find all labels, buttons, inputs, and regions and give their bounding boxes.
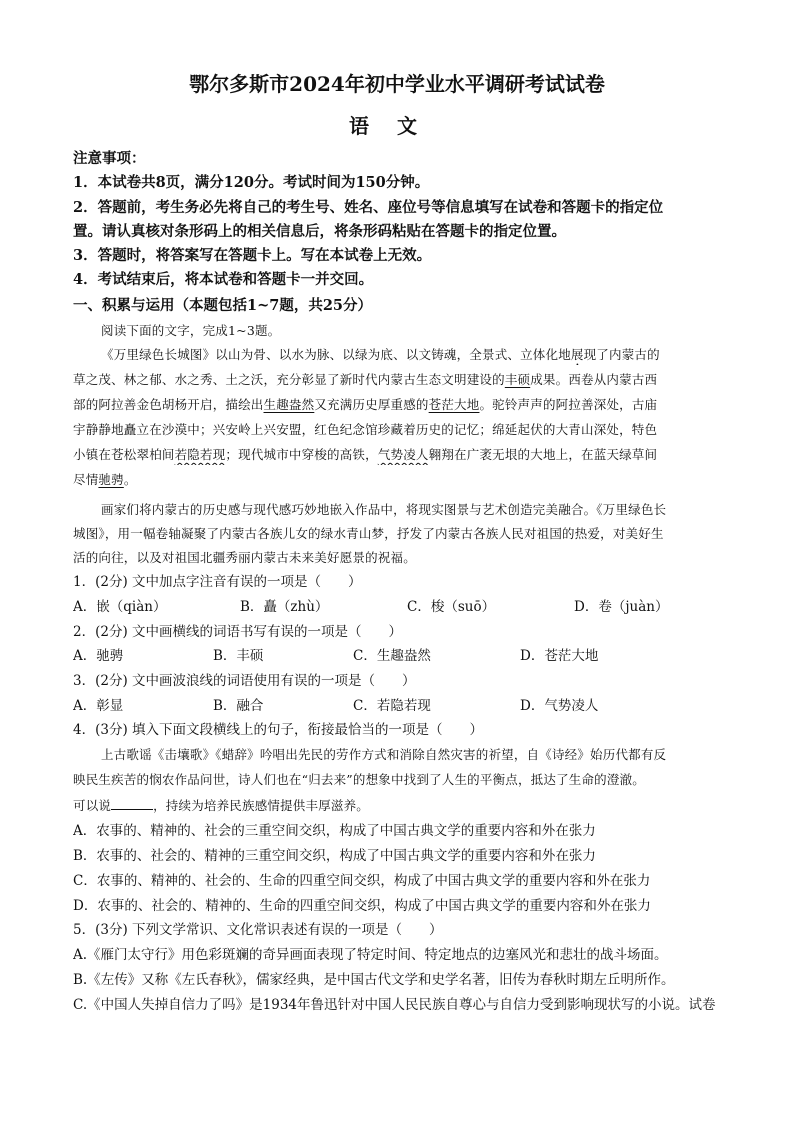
option-a[interactable]: A．农事的、精神的、社会的三重空间交织，构成了中国古典文学的重要内容和外在张力 <box>73 823 596 839</box>
dotted-char: 展 <box>570 347 584 362</box>
underlined-word: 驰骋 <box>98 472 124 487</box>
option-c[interactable]: C．生趣盎然 <box>353 648 431 664</box>
option-a[interactable]: A．彰显 <box>73 698 124 714</box>
passage-line: 小镇在苍松翠柏间若隐若现；现代城市中穿梭的高铁，气势凌人翱翔在广袤无垠的大地上，在蓝天绿草间 <box>73 447 658 462</box>
option-c[interactable]: C．梭（suō） <box>407 599 496 615</box>
option-d[interactable]: D．苍茫大地 <box>520 648 599 664</box>
fill-blank[interactable] <box>111 795 153 810</box>
underlined-word: 苍茫大地 <box>428 397 480 412</box>
passage-line: 草之茂、林之郁、水之秀、土之沃，充分彰显了新时代内蒙古生态文明建设的丰硕成果。西卷从内蒙古西 <box>73 372 658 387</box>
option-row <box>73 696 753 716</box>
option-a[interactable]: A．嵌（qiàn） <box>73 599 167 615</box>
reading-intro: 阅读下面的文字，完成1~3题。 <box>101 323 281 338</box>
option-b[interactable]: B.《左传》又称《左氏春秋》，儒家经典，是中国古代文学和史学名著，旧传为春秋时期左丘明所作。 <box>73 972 675 988</box>
exam-title: 鄂尔多斯市2024年初中学业水平调研考试试卷 <box>189 72 605 96</box>
option-b[interactable]: B．丰硕 <box>213 648 264 664</box>
passage-line: 可以说 ，持续为培养民族感情提供丰厚滋养。 <box>73 795 753 815</box>
option-a[interactable]: A．驰骋 <box>73 648 124 664</box>
option-d[interactable]: D．卷（juàn） <box>574 599 669 615</box>
subject-title: 语文 <box>349 114 445 138</box>
section-heading: 一、积累与运用（本题包括1~7题，共25分） <box>73 297 373 314</box>
passage-line: 画家们将内蒙古的历史感与现代感巧妙地嵌入作品中，将现实图景与艺术创造完美融合。《万里绿色长 <box>101 502 667 517</box>
notice-heading: 注意事项： <box>73 150 146 167</box>
passage-line: 尽情驰骋。 <box>73 472 137 487</box>
question-stem: 2．(2分) 文中画横线的词语书写有误的一项是（ ） <box>73 624 403 640</box>
notice-item: 置。请认真核对条形码上的相关信息后，将条形码粘贴在答题卡的指定位置。 <box>73 223 566 240</box>
wavy-underlined-word: 若隐若现 <box>174 447 226 462</box>
question-stem: 1．(2分) 文中加点字注音有误的一项是（ ） <box>73 574 362 590</box>
option-d[interactable]: D．气势凌人 <box>520 698 599 714</box>
passage-line: 《万里绿色长城图》以山为骨、以水为脉、以绿为底、以文铸魂，全景式、立体化地展现了内蒙古的 <box>101 347 660 362</box>
notice-item: 1．本试卷共8页，满分120分。考试时间为150分钟。 <box>73 174 430 191</box>
option-c[interactable]: C．若隐若现 <box>353 698 431 714</box>
passage-line: 上古歌谣《击壤歌》《蜡辞》吟唱出先民的劳作方式和消除自然灾害的祈望，自《诗经》始历代都有反 <box>101 747 667 762</box>
passage-line: 映民生疾苦的悯农作品问世，诗人们也在“归去来”的想象中找到了人生的平衡点，抵达了生命的澄澈。 <box>73 772 645 787</box>
passage-line: 活的向往，以及对祖国北疆秀丽内蒙古未来美好愿景的祝福。 <box>73 550 416 565</box>
option-b[interactable]: B．矗（zhù） <box>240 599 329 615</box>
passage-line: 部的阿拉善金色胡杨开启，描绘出生趣盎然又充满历史厚重感的苍茫大地。驼铃声声的阿拉善深处，古庙 <box>73 397 658 412</box>
question-stem: 5．(3分) 下列文学常识、文化常识表述有误的一项是（ ） <box>73 922 443 938</box>
option-row <box>73 597 753 617</box>
option-a[interactable]: A.《雁门太守行》用色彩斑斓的奇异画面表现了特定时间、特定地点的边塞风光和悲壮的战斗场面。 <box>73 947 668 963</box>
question-stem: 4．(3分) 填入下面文段横线上的句子，衔接最恰当的一项是（ ） <box>73 722 484 738</box>
question-stem: 3．(2分) 文中画波浪线的词语使用有误的一项是（ ） <box>73 673 416 689</box>
option-row <box>73 646 753 666</box>
underlined-word: 丰硕 <box>504 372 531 387</box>
notice-item: 4．考试结束后，将本试卷和答题卡一并交回。 <box>73 271 374 288</box>
option-c[interactable]: C．农事的、精神的、社会的、生命的四重空间交织，构成了中国古典文学的重要内容和外在张力 <box>73 873 651 889</box>
passage-line: 宇静静地矗立在沙漠中；兴安岭上兴安盟，红色纪念馆珍藏着历史的记忆；绵延起伏的大青山深处，特色 <box>73 422 658 437</box>
notice-item: 2．答题前，考生务必先将自己的考生号、姓名、座位号等信息填写在试卷和答题卡的指定位 <box>73 199 664 216</box>
notice-item: 3．答题时，将答案写在答题卡上。写在本试卷上无效。 <box>73 247 432 264</box>
passage-line: 城图》，用一幅卷轴凝聚了内蒙古各族儿女的绿水青山梦，抒发了内蒙古各族人民对祖国的热爱，对美好生 <box>73 526 664 541</box>
option-b[interactable]: B．融合 <box>213 698 264 714</box>
wavy-underlined-word: 气势凌人 <box>377 447 429 462</box>
underlined-word: 生趣盎然 <box>263 397 315 412</box>
option-d[interactable]: D．农事的、社会的、精神的、生命的四重空间交织，构成了中国古典文学的重要内容和外在张力 <box>73 898 651 914</box>
option-b[interactable]: B．农事的、社会的、精神的三重空间交织，构成了中国古典文学的重要内容和外在张力 <box>73 848 596 864</box>
option-c[interactable]: C.《中国人失掉自信力了吗》是1934年鲁迅针对中国人民民族自尊心与自信力受到影响现状写的小说。试卷 <box>73 997 716 1013</box>
